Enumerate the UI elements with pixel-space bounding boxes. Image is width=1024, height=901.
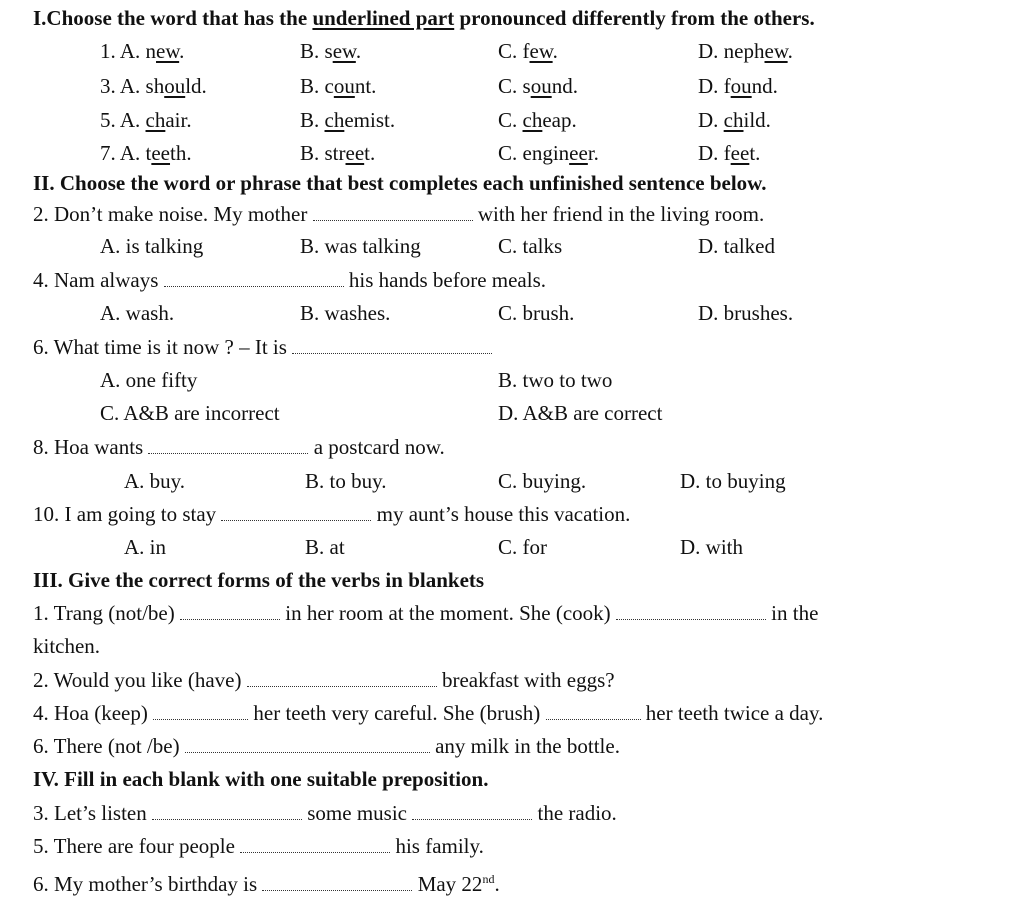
underlined-part: ee	[151, 141, 171, 165]
answer-blank[interactable]	[152, 800, 302, 820]
pronunciation-question-row	[0, 70, 1024, 103]
underlined-part: ou	[333, 74, 355, 98]
underlined-part: ch	[723, 108, 744, 132]
underlined-part: ew	[529, 39, 553, 63]
preposition-question-3: 3. Let’s listen some music the radio.	[33, 801, 617, 825]
option-a: 3. A. should.	[100, 74, 207, 98]
answer-blank[interactable]	[546, 700, 641, 720]
option-a: A. is talking	[100, 234, 204, 258]
answer-blank[interactable]	[292, 334, 492, 354]
answer-blank[interactable]	[262, 871, 412, 891]
verb-question-1: 1. Trang (not/be) in her room at the moment. She (cook) in the	[33, 601, 819, 625]
option-a: A. in	[124, 535, 166, 559]
option-a: A. wash.	[100, 301, 175, 325]
option-b: B. at	[305, 535, 345, 559]
verb-question-4: 4. Hoa (keep) her teeth very careful. She (brush) her teeth twice a day.	[33, 701, 824, 725]
underlined-part: ew	[764, 39, 788, 63]
option-c: C. buying.	[498, 469, 587, 493]
question-8-options	[0, 465, 1024, 498]
underlined-part: ee	[730, 141, 750, 165]
underlined-part: ou	[730, 74, 752, 98]
option-b: B. to buy.	[305, 469, 387, 493]
question-4: 4. Nam always his hands before meals.	[33, 268, 547, 292]
question-8: 8. Hoa wants a postcard now.	[33, 435, 445, 459]
option-c: C. few.	[498, 39, 558, 63]
question-6-options-row1	[0, 364, 1024, 397]
option-a: 5. A. chair.	[100, 108, 192, 132]
answer-blank[interactable]	[247, 667, 437, 687]
underlined-part: ee	[345, 141, 365, 165]
verb-question-2: 2. Would you like (have) breakfast with eggs?	[33, 668, 615, 692]
pronunciation-question-row	[0, 137, 1024, 170]
option-b: B. was talking	[300, 234, 421, 258]
option-c: C. sound.	[498, 74, 578, 98]
option-d: D. found.	[698, 74, 778, 98]
option-c: C. cheap.	[498, 108, 577, 132]
answer-blank[interactable]	[412, 800, 532, 820]
option-b: B. street.	[300, 141, 376, 165]
option-a: 1. A. new.	[100, 39, 185, 63]
question-10: 10. I am going to stay my aunt’s house this vacation.	[33, 502, 631, 526]
answer-blank[interactable]	[221, 501, 371, 521]
preposition-question-5: 5. There are four people his family.	[33, 834, 484, 858]
question-10-options	[0, 531, 1024, 564]
question-2-options	[0, 230, 1024, 263]
option-a: 7. A. teeth.	[100, 141, 192, 165]
section4-heading: IV. Fill in each blank with one suitable preposition.	[33, 767, 489, 791]
underlined-part: ou	[164, 74, 186, 98]
option-d: D. A&B are correct	[498, 401, 663, 425]
question-6-options-row2	[0, 397, 1024, 430]
option-d: D. to buying	[680, 469, 786, 493]
underlined-part: ch	[522, 108, 543, 132]
option-a: A. one fifty	[100, 368, 198, 392]
option-b: B. count.	[300, 74, 377, 98]
option-d: D. nephew.	[698, 39, 793, 63]
verb-question-6: 6. There (not /be) any milk in the bottle.	[33, 734, 620, 758]
question-2: 2. Don’t make noise. My mother with her friend in the living room.	[33, 202, 765, 226]
pronunciation-question-row	[0, 35, 1024, 68]
answer-blank[interactable]	[153, 700, 248, 720]
option-c: C. brush.	[498, 301, 575, 325]
pronunciation-question-row	[0, 104, 1024, 137]
option-d: D. with	[680, 535, 743, 559]
verb-question-1-continued: kitchen.	[33, 634, 101, 658]
option-b: B. sew.	[300, 39, 362, 63]
option-c: C. engineer.	[498, 141, 599, 165]
underlined-part: ch	[324, 108, 345, 132]
section2-heading: II. Choose the word or phrase that best completes each unfinished sentence below.	[33, 171, 767, 195]
answer-blank[interactable]	[240, 833, 390, 853]
option-c: C. A&B are incorrect	[100, 401, 280, 425]
option-c: C. talks	[498, 234, 563, 258]
underlined-part: ew	[332, 39, 356, 63]
answer-blank[interactable]	[148, 434, 308, 454]
section3-heading: III. Give the correct forms of the verbs in blankets	[33, 568, 485, 592]
answer-blank[interactable]	[616, 600, 766, 620]
option-a: A. buy.	[124, 469, 186, 493]
underlined-part: ee	[569, 141, 588, 165]
option-b: B. washes.	[300, 301, 391, 325]
section1-heading: I.Choose the word that has the underlined part pronounced differently from the others.	[33, 6, 815, 30]
preposition-question-6: 6. My mother’s birthday is May 22nd.	[33, 872, 500, 896]
option-d: D. feet.	[698, 141, 761, 165]
option-d: D. child.	[698, 108, 771, 132]
answer-blank[interactable]	[185, 733, 430, 753]
option-d: D. talked	[698, 234, 775, 258]
option-b: B. two to two	[498, 368, 613, 392]
question-6: 6. What time is it now ? – It is	[33, 331, 492, 364]
answer-blank[interactable]	[313, 201, 473, 221]
question-4-options	[0, 297, 1024, 330]
underlined-part: ch	[145, 108, 166, 132]
underlined-part: ou	[530, 74, 552, 98]
option-d: D. brushes.	[698, 301, 794, 325]
underlined-part: ew	[156, 39, 180, 63]
answer-blank[interactable]	[164, 267, 344, 287]
option-c: C. for	[498, 535, 547, 559]
option-b: B. chemist.	[300, 108, 396, 132]
answer-blank[interactable]	[180, 600, 280, 620]
